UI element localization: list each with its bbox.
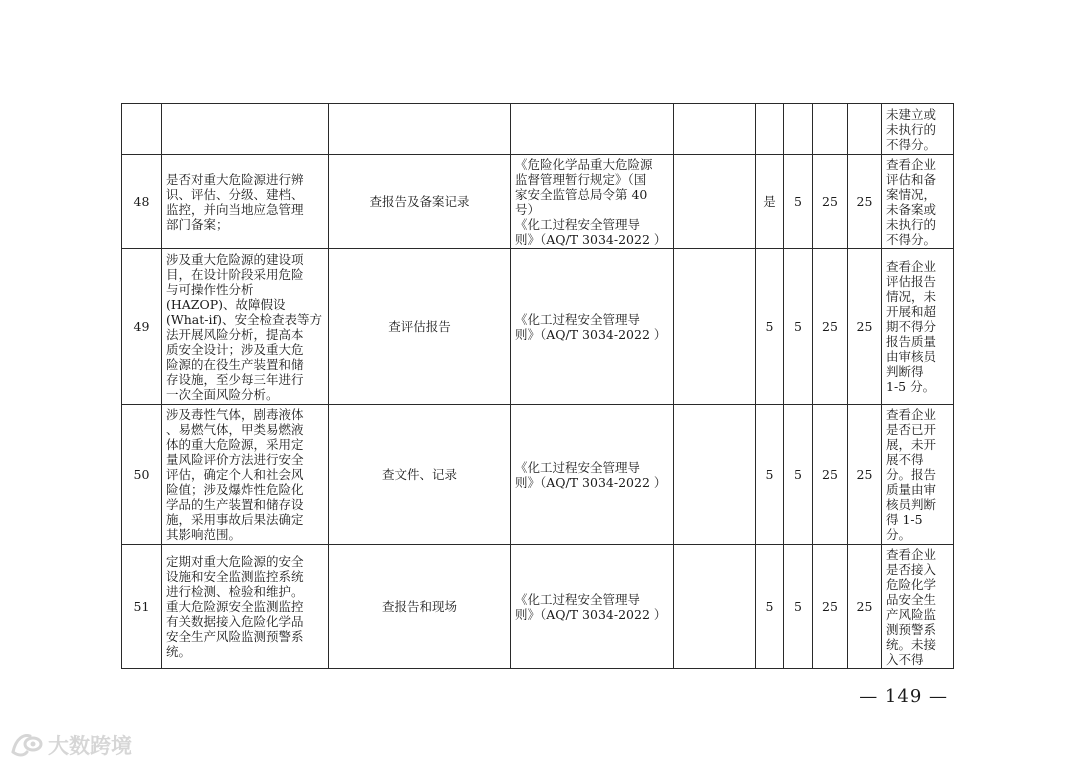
score-cell: 5 [784, 545, 813, 669]
blank-cell [674, 405, 756, 545]
requirement-cell: 定期对重大危险源的安全 设施和安全监测监控系统 进行检测、检验和维护。 重大危险源安全监测监控 有关数据接入危险化学品 安全生产风险监测预警系 统。 [162, 545, 329, 669]
requirement-cell [162, 104, 329, 155]
score-cell: 25 [813, 155, 848, 249]
watermark-text: 大数跨境 [48, 734, 132, 758]
note-cell: 未建立或 未执行的 不得分。 [882, 104, 954, 155]
basis-cell: 《化工过程安全管理导 则》（AQ/T 3034-2022 ） [511, 405, 674, 545]
table-row [122, 155, 954, 249]
requirement-cell: 涉及毒性气体，剧毒液体 、易燃气体，甲类易燃液 体的重大危险源，采用定 量风险评价方法进行安全 评估，确定个人和社会风 险值；涉及爆炸性危险化 学品的生产装置和储存设 施，采用事故后果法确定 其影响范围。 [162, 405, 329, 545]
watermark [10, 730, 132, 760]
score-cell: 25 [813, 405, 848, 545]
method-cell: 查文件、记录 [329, 405, 511, 545]
page-number: — 149 — [859, 686, 948, 707]
score-cell: 25 [848, 249, 882, 405]
applicable-cell: 5 [756, 545, 784, 669]
table-row [122, 104, 954, 155]
score-cell: 25 [848, 405, 882, 545]
score-cell [784, 104, 813, 155]
item-number-cell: 50 [122, 405, 162, 545]
note-cell: 查看企业 是否已开 展，未开 展不得 分。报告 质量由审 核员判断 得 1-5 分。 [882, 405, 954, 545]
blank-cell [674, 545, 756, 669]
item-number-cell: 48 [122, 155, 162, 249]
applicable-cell: 5 [756, 249, 784, 405]
basis-cell: 《危险化学品重大危险源 监督管理暂行规定》（国 家安全监管总局令第 40 号） 《化工过程安全管理导 则》（AQ/T 3034-2022 ） [511, 155, 674, 249]
item-number-cell: 49 [122, 249, 162, 405]
score-cell: 25 [848, 545, 882, 669]
score-cell: 5 [784, 249, 813, 405]
score-cell: 25 [813, 249, 848, 405]
note-cell: 查看企业 评估和备 案情况， 未备案或 未执行的 不得分。 [882, 155, 954, 249]
method-cell [329, 104, 511, 155]
score-cell: 5 [784, 155, 813, 249]
applicable-cell: 5 [756, 405, 784, 545]
item-number-cell [122, 104, 162, 155]
score-cell: 25 [848, 155, 882, 249]
basis-cell: 《化工过程安全管理导 则》（AQ/T 3034-2022 ） [511, 545, 674, 669]
basis-cell [511, 104, 674, 155]
note-cell: 查看企业 是否接入 危险化学 品安全生 产风险监 测预警系 统。未接 入不得 [882, 545, 954, 669]
score-cell [848, 104, 882, 155]
method-cell: 查评估报告 [329, 249, 511, 405]
method-cell: 查报告和现场 [329, 545, 511, 669]
blank-cell [674, 155, 756, 249]
eye-logo-icon [10, 732, 44, 758]
item-number-cell: 51 [122, 545, 162, 669]
blank-cell [674, 249, 756, 405]
basis-cell: 《化工过程安全管理导 则》（AQ/T 3034-2022 ） [511, 249, 674, 405]
table-row [122, 249, 954, 405]
applicable-cell: 是 [756, 155, 784, 249]
table-row [122, 545, 954, 669]
requirement-cell: 是否对重大危险源进行辨 识、评估、分级、建档、 监控，并向当地应急管理 部门备案； [162, 155, 329, 249]
score-cell: 5 [784, 405, 813, 545]
method-cell: 查报告及备案记录 [329, 155, 511, 249]
blank-cell [674, 104, 756, 155]
applicable-cell [756, 104, 784, 155]
assessment-table [121, 103, 954, 669]
requirement-cell: 涉及重大危险源的建设项 目，在设计阶段采用危险 与可操作性分析 (HAZOP)、故障假设 (What-if)、安全检查表等方 法开展风险分析，提高本 质安全设计；涉及重大危 险源的在役生产装置和储 存设施，至少每三年进行 一次全面风险分析。 [162, 249, 329, 405]
note-cell: 查看企业 评估报告 情况，未 开展和超 期不得分 报告质量 由审核员 判断得 1-5 分。 [882, 249, 954, 405]
score-cell [813, 104, 848, 155]
score-cell: 25 [813, 545, 848, 669]
table-row [122, 405, 954, 545]
